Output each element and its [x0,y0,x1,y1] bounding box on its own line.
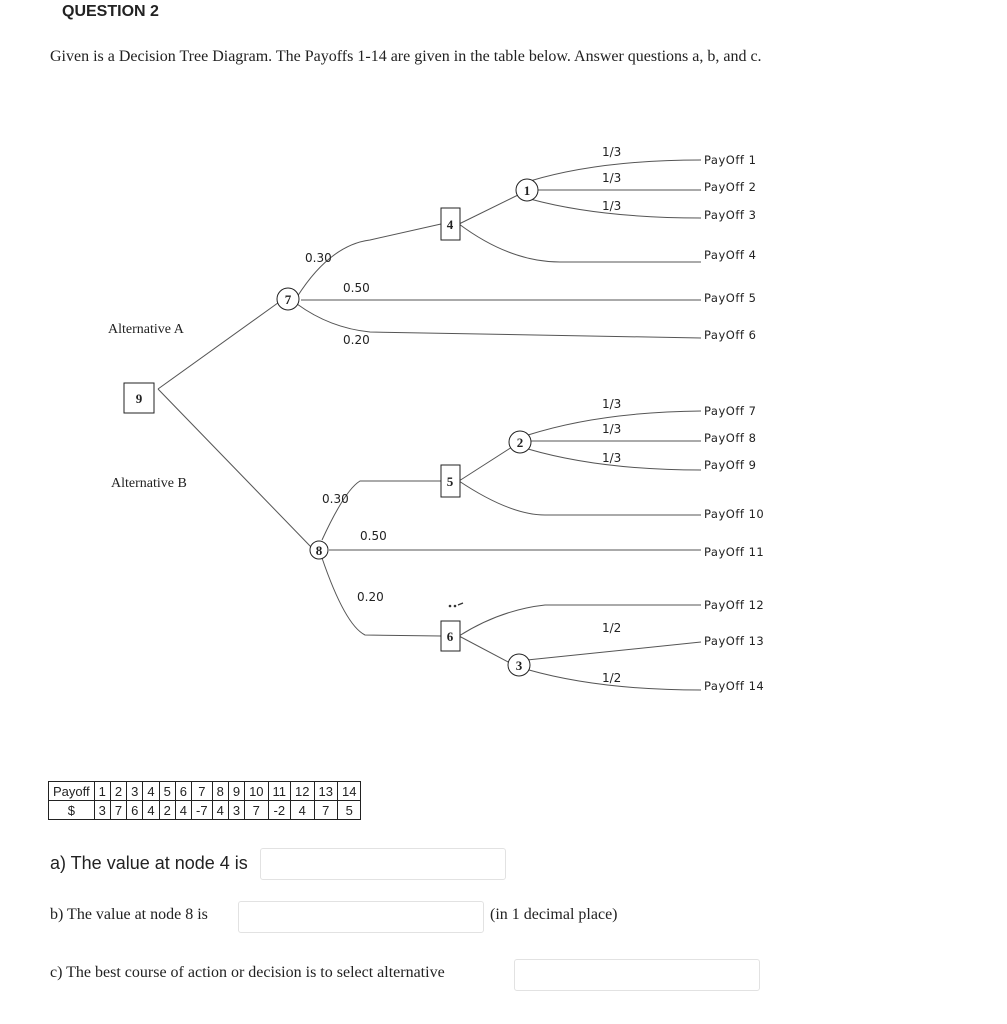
table-cell: 4 [143,782,159,801]
chance-node-7 [277,288,299,310]
table-cell: 5 [159,782,175,801]
prob-c2-a: 1/3 [602,397,622,411]
table-cell: -2 [268,801,291,820]
table-cell: 6 [127,801,143,820]
payoff-label-3: PayOff 3 [704,208,757,222]
payoff-label-9: PayOff 9 [704,458,757,472]
decision-node-5 [441,465,460,497]
prob-c1-c: 1/3 [602,199,622,213]
svg-text:2: 2 [516,435,524,450]
chance-node-8 [310,541,328,559]
svg-text:1: 1 [523,183,531,198]
answer-c-input[interactable] [514,959,760,991]
svg-text:3: 3 [515,658,523,673]
svg-text:5: 5 [446,474,454,489]
payoff-label-12: PayOff 12 [704,598,765,612]
decision-node-6 [441,621,460,651]
table-cell: 9 [228,782,244,801]
table-cell: 11 [268,782,291,801]
payoff-label-7: PayOff 7 [704,404,757,418]
table-cell: -7 [192,801,213,820]
table-cell: 2 [110,782,126,801]
table-cell: 4 [212,801,228,820]
prob-c3-a: 1/2 [602,621,622,635]
question-b-suffix: (in 1 decimal place) [490,906,618,923]
alternative-a-label: Alternative A [108,322,184,337]
prob-c3-b: 1/2 [602,671,622,685]
payoff-label-5: PayOff 5 [704,291,757,305]
table-cell: 10 [245,782,268,801]
chance-node-1 [516,179,538,201]
table-cell: 8 [212,782,228,801]
svg-text:7: 7 [284,292,292,307]
chance-node-3 [508,654,530,676]
table-cell: 12 [291,782,314,801]
svg-text:6: 6 [446,629,454,644]
decision-node-9 [124,383,154,413]
table-cell: 3 [228,801,244,820]
prob-c2-c: 1/3 [602,451,622,465]
table-cell: 7 [110,801,126,820]
question-c-text: c) The best course of action or decision is to select alternative [50,964,445,981]
payoff-label-10: PayOff 10 [704,507,765,521]
payoff-label-8: PayOff 8 [704,431,757,445]
prob-c2-b: 1/3 [602,422,622,436]
prob-c1-a: 1/3 [602,145,622,159]
table-cell: 4 [175,801,191,820]
question-heading: QUESTION 2 [62,3,159,20]
payoff-label-2: PayOff 2 [704,180,757,194]
table-row-label: $ [49,801,95,820]
prob-a-bot: 0.20 [343,333,370,347]
chance-node-2 [509,431,531,453]
table-cell: 13 [314,782,337,801]
table-cell: 1 [94,782,110,801]
prob-b-top: 0.30 [322,492,349,506]
payoff-table [48,781,361,820]
payoff-label-14: PayOff 14 [704,679,765,693]
svg-text:4: 4 [446,217,454,232]
table-cell: 7 [314,801,337,820]
decision-node-4 [441,208,460,240]
prob-a-top: 0.30 [305,251,332,265]
svg-text:9: 9 [135,391,143,406]
question-a-text: a) The value at node 4 is [50,853,248,873]
answer-a-input[interactable] [260,848,506,880]
answer-b-input[interactable] [238,901,484,933]
table-cell: 2 [159,801,175,820]
svg-text:8: 8 [315,543,323,558]
question-intro: Given is a Decision Tree Diagram. The Payoffs 1-14 are given in the table below. Answer questions a, b, and c. [50,48,762,65]
table-cell: 5 [337,801,360,820]
payoff-label-4: PayOff 4 [704,248,757,262]
payoff-label-1: PayOff 1 [704,153,757,167]
prob-a-mid: 0.50 [343,281,370,295]
prob-b-bot: 0.20 [357,590,384,604]
prob-b-mid: 0.50 [360,529,387,543]
question-b-text: b) The value at node 8 is [50,906,208,923]
table-row-label: Payoff [49,782,95,801]
payoff-label-13: PayOff 13 [704,634,765,648]
table-cell: 14 [337,782,360,801]
table-cell: 7 [192,782,213,801]
table-cell: 6 [175,782,191,801]
table-cell: 3 [94,801,110,820]
table-cell: 4 [291,801,314,820]
payoff-label-6: PayOff 6 [704,328,757,342]
prob-c1-b: 1/3 [602,171,622,185]
table-cell: 4 [143,801,159,820]
table-cell: 7 [245,801,268,820]
payoff-number-row [49,782,361,801]
small-marker-icon [449,603,463,607]
payoff-label-11: PayOff 11 [704,545,765,559]
table-cell: 3 [127,782,143,801]
alternative-b-label: Alternative B [111,476,187,491]
payoff-value-row [49,801,361,820]
